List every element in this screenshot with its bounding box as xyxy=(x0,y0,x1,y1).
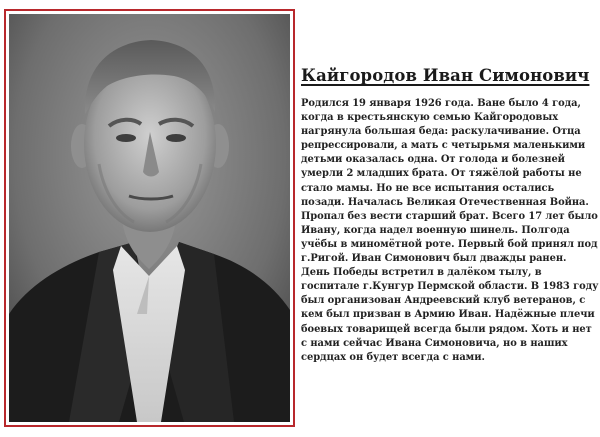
bio-line: Родился 19 января 1926 года. Ване было 4 года, xyxy=(301,98,581,109)
portrait-photo xyxy=(9,14,290,422)
bio-line: г.Ригой. Иван Симонович был дважды ранен. xyxy=(301,253,567,265)
bio-line: госпитале г.Кунгур Пермской области. В 1983 году xyxy=(301,281,599,293)
bio-line: кем был призван в Армию Иван. Надёжные плечи xyxy=(301,309,595,321)
bio-line: Ивану, когда надел военную шинель. Полгода xyxy=(301,224,570,236)
bio-line: учёбы в миномётной роте. Первый бой принял под xyxy=(301,238,598,250)
bio-line: боевых товарищей всегда были рядом. Хоть и нет xyxy=(301,323,592,335)
portrait-frame xyxy=(4,9,295,427)
bio-line: Пропал без вести старший брат. Всего 17 лет было xyxy=(301,210,598,222)
person-name-title: Кайгородов Иван Симонович xyxy=(301,66,590,85)
bio-text-column xyxy=(301,66,599,365)
bio-line: репрессировали, а мать с четырьмя маленькими xyxy=(301,140,586,152)
bio-line: детьми оказалась одна. От голода и болезней xyxy=(301,154,565,166)
bio-line: нагрянула большая беда: раскулачивание. Отца xyxy=(301,126,581,138)
bio-line: с нами сейчас Ивана Симоновича, но в наших xyxy=(301,337,568,349)
bio-line: был организован Андреевский клуб ветеранов, с xyxy=(301,295,586,307)
biography-paragraph xyxy=(301,97,599,365)
bio-line: День Победы встретил в далёком тылу, в xyxy=(301,267,542,279)
bio-line: сердцах он будет всегда с нами. xyxy=(301,351,485,363)
bio-line: стало мамы. Но не все испытания остались xyxy=(301,182,555,194)
bio-line: когда в крестьянскую семью Кайгородовых xyxy=(301,112,559,124)
bio-line: умерли 2 младших брата. От тяжёлой работы не xyxy=(301,168,582,180)
bio-line: позади. Началась Великая Отечественная Война. xyxy=(301,196,589,208)
